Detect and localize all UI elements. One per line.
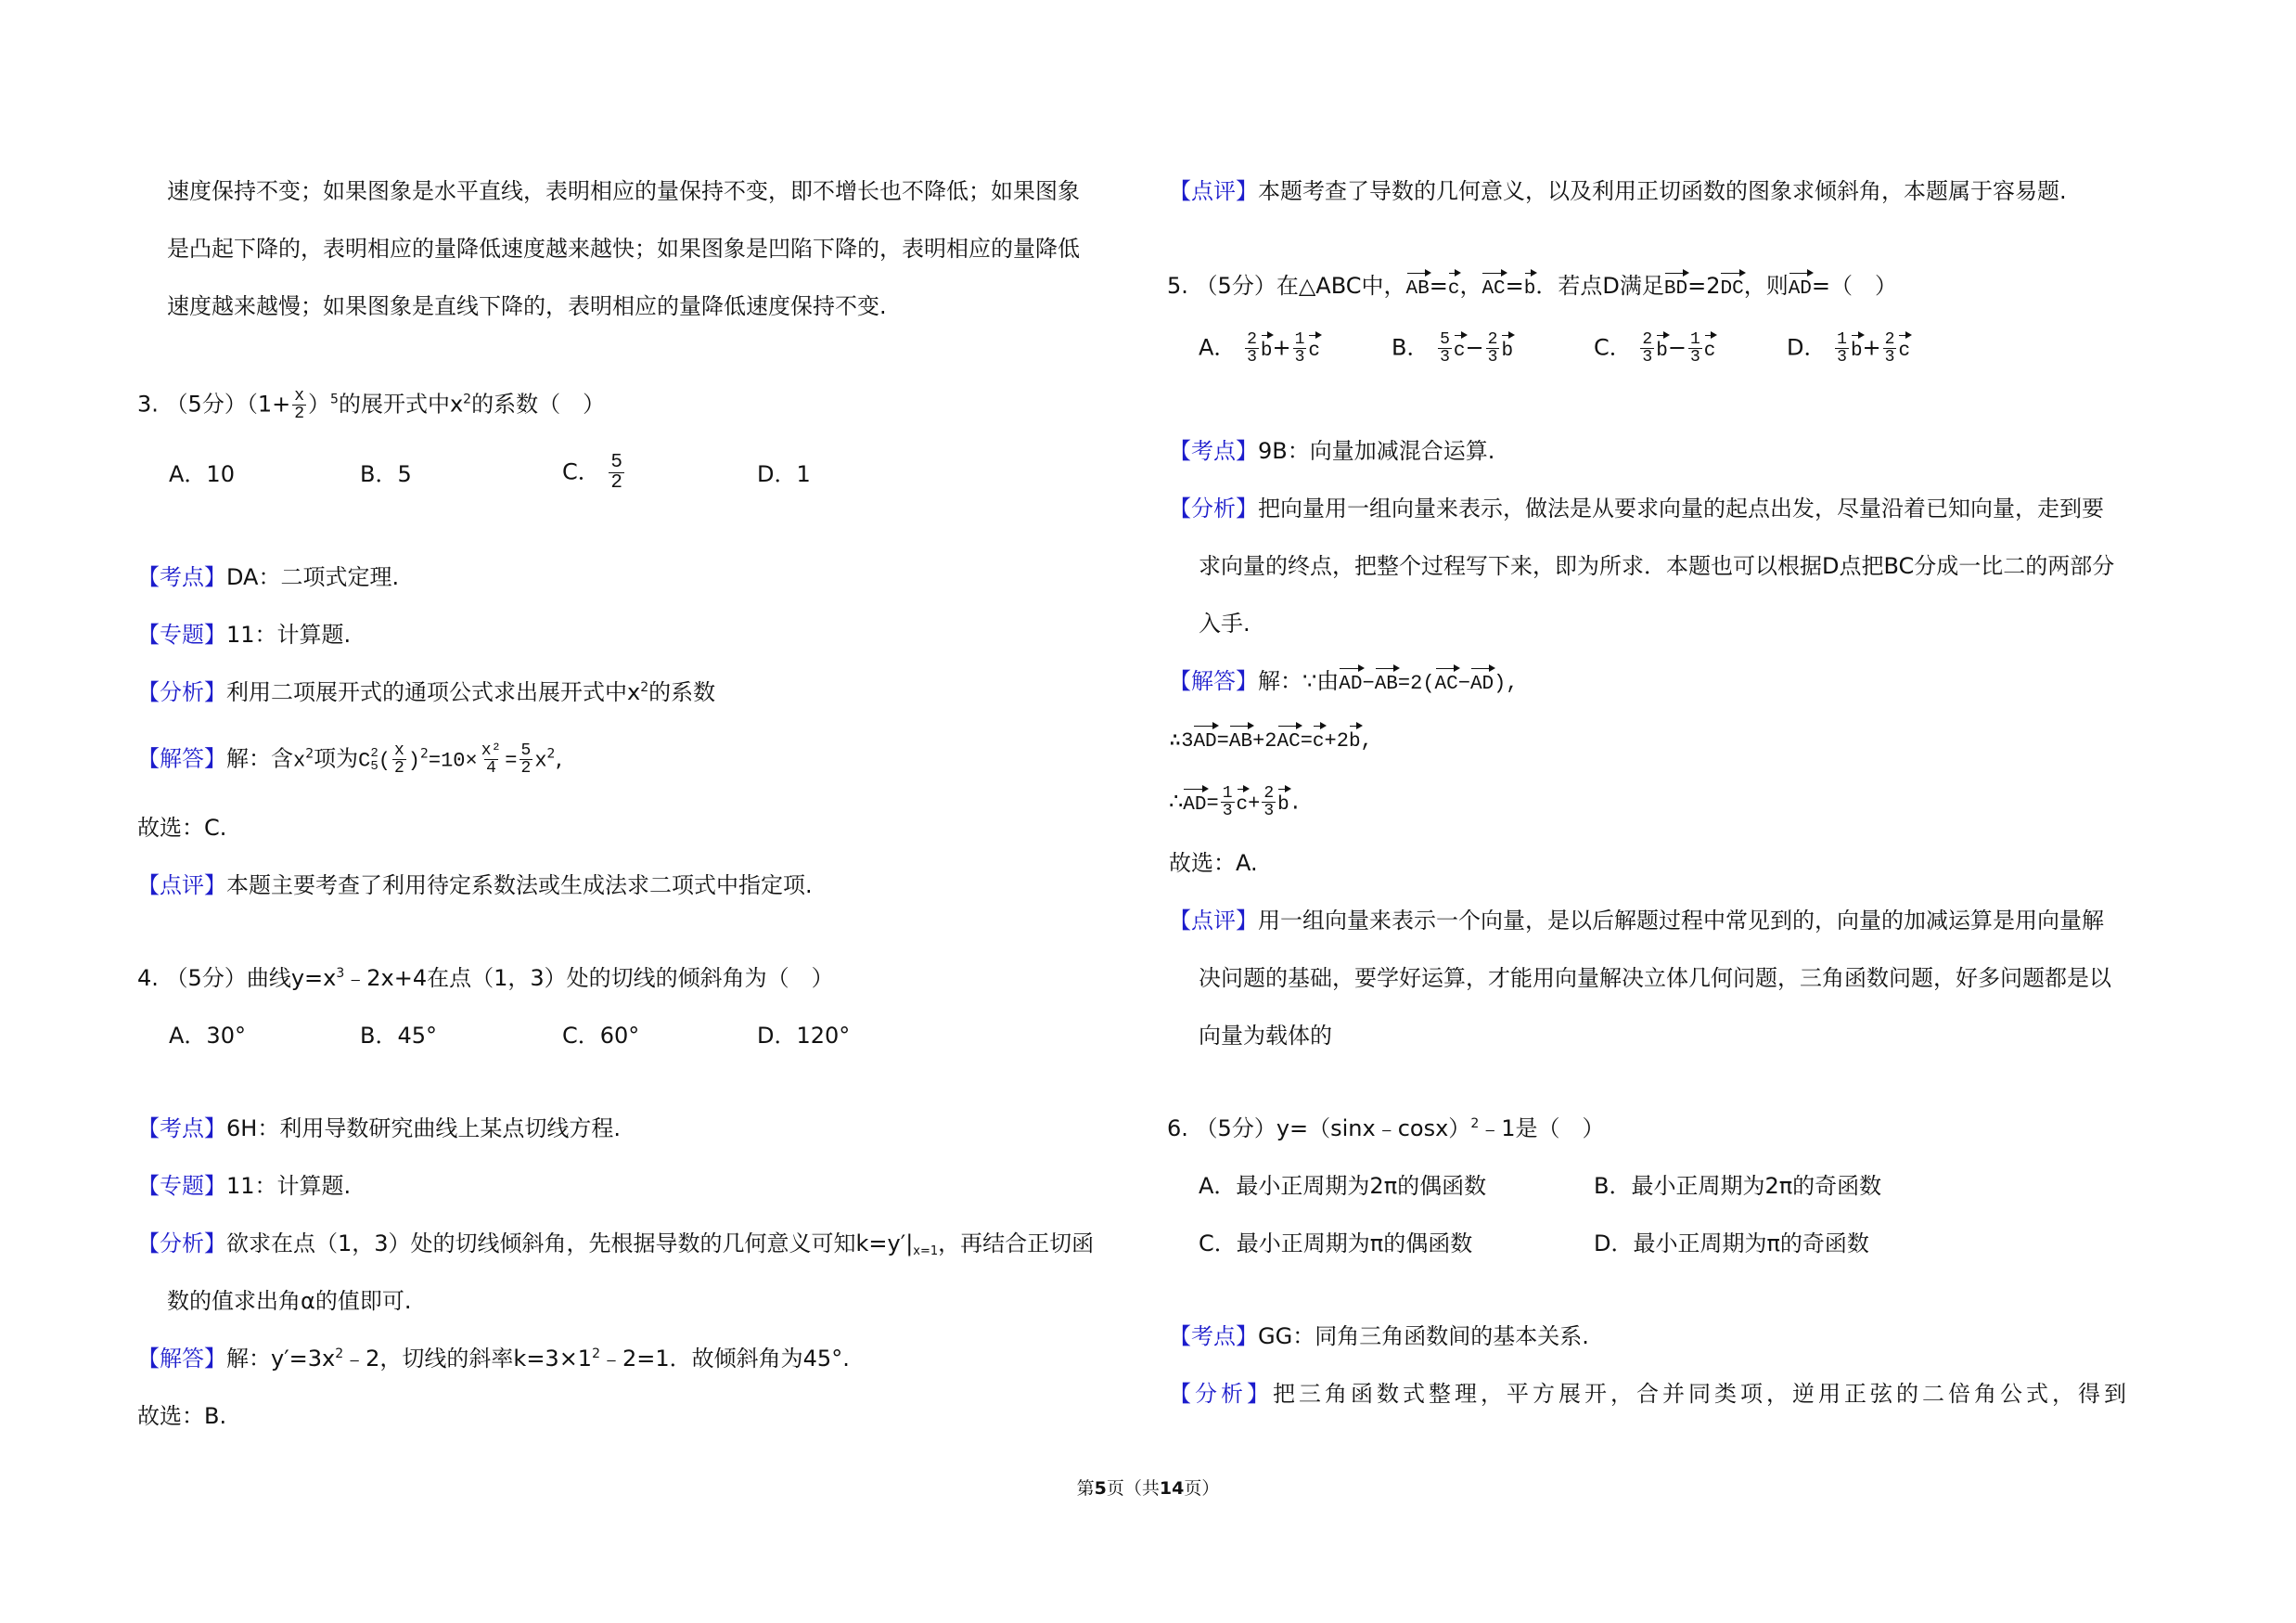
question-score: （5分） <box>165 391 247 418</box>
q5-option-a: A． $\frac{2}{3}$ b+ $\frac{1}{3}$ c <box>1199 330 1321 367</box>
q3-dianping: 【点评】本题主要考查了利用待定系数法或生成法求二项式中指定项. <box>137 872 813 898</box>
q6-fenxi: 【分析】把三角函数式整理，平方展开，合并同类项，逆用正弦的二倍角公式，得到 <box>1169 1381 2130 1407</box>
q4-option-b: B．45° <box>360 1023 438 1049</box>
vector-ac: AC <box>1481 276 1505 303</box>
q4-zhuanti: 【专题】11：计算题. <box>137 1173 352 1199</box>
q4-fenxi: 【分析】欲求在点（1，3）处的切线倾斜角，先根据导数的几何意义可知$k=y'|_{x=1}$，再结合正切函 <box>137 1230 1095 1258</box>
q4-answer: 故选：B. <box>137 1403 227 1429</box>
intro-line-1: 速度保持不变；如果图象是水平直线，表明相应的量保持不变，即不增长也不降低；如果图象 <box>167 178 1080 204</box>
q3-fenxi: 【分析】利用二项展开式的通项公式求出展开式中$x^2$的系数 <box>137 679 716 705</box>
intro-line-2: 是凸起下降的，表明相应的量降低速度越来越快；如果图象是凹陷下降的，表明相应的量降低 <box>167 236 1080 262</box>
q3-option-b: B．5 <box>360 461 412 487</box>
q4-option-d: D．120° <box>757 1023 851 1049</box>
page-footer: 第5页（共14页） <box>1076 1478 1220 1499</box>
q5-jieda-line-3: ∴AD= $\frac{1}{3}$ c+ $\frac{2}{3}$ b. <box>1169 784 1302 820</box>
q5-jieda: 【解答】解：∵由AD−AB=2(AC−AD), <box>1169 667 1519 699</box>
label-kaodian: 【考点】 <box>137 564 226 590</box>
question-4-stem: 4. （5分）曲线$y=x^3﹣2x+4$在点（1，3）处的切线的倾斜角为（ ） <box>137 965 834 991</box>
q3-kaodian: 【考点】DA：二项式定理. <box>137 564 400 590</box>
vector-ad: AD <box>1789 276 1812 303</box>
q4-option-a: A．30° <box>169 1023 246 1049</box>
q5-kaodian: 【考点】9B：向量加减混合运算. <box>1169 438 1495 464</box>
fraction-5-over-2: $\frac{5}{2}$ <box>610 452 623 494</box>
q4-fenxi-line-2: 数的值求出角α的值即可. <box>167 1288 412 1314</box>
question-number: 3. <box>137 391 159 418</box>
q3-option-a: A．10 <box>169 461 235 487</box>
intro-line-3: 速度越来越慢；如果图象是直线下降的，表明相应的量降低速度保持不变. <box>167 293 887 319</box>
q6-option-b: B．最小正周期为2π的奇函数 <box>1594 1173 1882 1199</box>
q5-fenxi-line-2: 求向量的终点，把整个过程写下来，即为所求．本题也可以根据D点把BC分成一比二的两部分 <box>1199 553 2115 579</box>
fraction-x-over-2: $\frac{x}{2}$ <box>294 387 305 423</box>
q5-option-d: D． $\frac{1}{3}$ b+ $\frac{2}{3}$ c <box>1787 330 1911 367</box>
q6-option-a: A．最小正周期为2π的偶函数 <box>1199 1173 1487 1199</box>
question-6-stem: 6. （5分）y=（sinx﹣cosx）$^2$﹣1是（ ） <box>1167 1115 1605 1141</box>
q4-option-c: C．60° <box>562 1023 640 1049</box>
vector-ab: AB <box>1406 276 1430 303</box>
q4-dianping: 【点评】本题考查了导数的几何意义，以及利用正切函数的图象求倾斜角，本题属于容易题. <box>1169 178 2067 204</box>
q3-option-d: D．1 <box>757 461 811 487</box>
label-zhuanti: 【专题】 <box>137 622 226 648</box>
q5-jieda-line-2: ∴3AD=AB+2AC=c+2b, <box>1169 725 1373 756</box>
q3-option-c: C． $\frac{5}{2}$ <box>562 452 623 494</box>
q3-answer: 故选：C. <box>137 815 227 841</box>
vector-b: b <box>1524 276 1536 303</box>
q5-fenxi-line-3: 入手. <box>1199 611 1251 637</box>
q5-fenxi: 【分析】把向量用一组向量来表示，做法是从要求向量的起点出发，尽量沿着已知向量，走到要 <box>1169 496 2104 522</box>
question-5-stem: 5. （5分）在△ABC中，AB=c，AC=b．若点D满足BD=2DC，则AD=（ ） <box>1167 272 1897 303</box>
label-fenxi: 【分析】 <box>137 679 226 705</box>
q5-dianping-line-2: 决问题的基础，要学好运算，才能用向量解决立体几何问题，三角函数问题，好多问题都是以 <box>1199 965 2111 991</box>
label-jieda: 【解答】 <box>137 745 226 772</box>
q5-answer: 故选：A. <box>1169 850 1258 876</box>
q6-option-d: D．最小正周期为π的奇函数 <box>1594 1230 1869 1256</box>
q6-kaodian: 【考点】GG：同角三角函数间的基本关系. <box>1169 1323 1589 1349</box>
q5-dianping: 【点评】用一组向量来表示一个向量，是以后解题过程中常见到的，向量的加减运算是用向量解 <box>1169 908 2104 934</box>
total-pages: 14 <box>1159 1478 1185 1499</box>
q3-zhuanti: 【专题】11：计算题. <box>137 622 352 648</box>
question-3-stem: 3. （5分）（1+ $\frac{x}{2}$ ）$^5$的展开式中$x^2$的系数（ ） <box>137 387 606 423</box>
q4-jieda: 【解答】解：$y'=3x^2﹣2$，切线的斜率$k=3\times 1^2﹣2=1$．故倾斜角为45°. <box>137 1346 850 1372</box>
label-dianping: 【点评】 <box>137 872 226 898</box>
q5-option-b: B． $\frac{5}{3}$ c− $\frac{2}{3}$ b <box>1392 330 1514 367</box>
vector-c: c <box>1448 276 1460 303</box>
q3-jieda: 【解答】解：含$x^2$项为C 2 5 ( $\frac{x}{2}$ )$^2$=10× $\frac{\text{x²}}{4}$ = $\frac{5}{2}$ $x^2$, <box>137 741 563 778</box>
vector-dc: DC <box>1720 276 1743 303</box>
vector-bd: BD <box>1664 276 1687 303</box>
current-page: 5 <box>1094 1478 1107 1499</box>
q6-option-c: C．最小正周期为π的偶函数 <box>1199 1230 1473 1256</box>
q5-dianping-line-3: 向量为载体的 <box>1199 1023 1332 1049</box>
q4-kaodian: 【考点】6H：利用导数研究曲线上某点切线方程. <box>137 1115 621 1141</box>
q5-option-c: C． $\frac{2}{3}$ b− $\frac{1}{3}$ c <box>1594 330 1716 367</box>
